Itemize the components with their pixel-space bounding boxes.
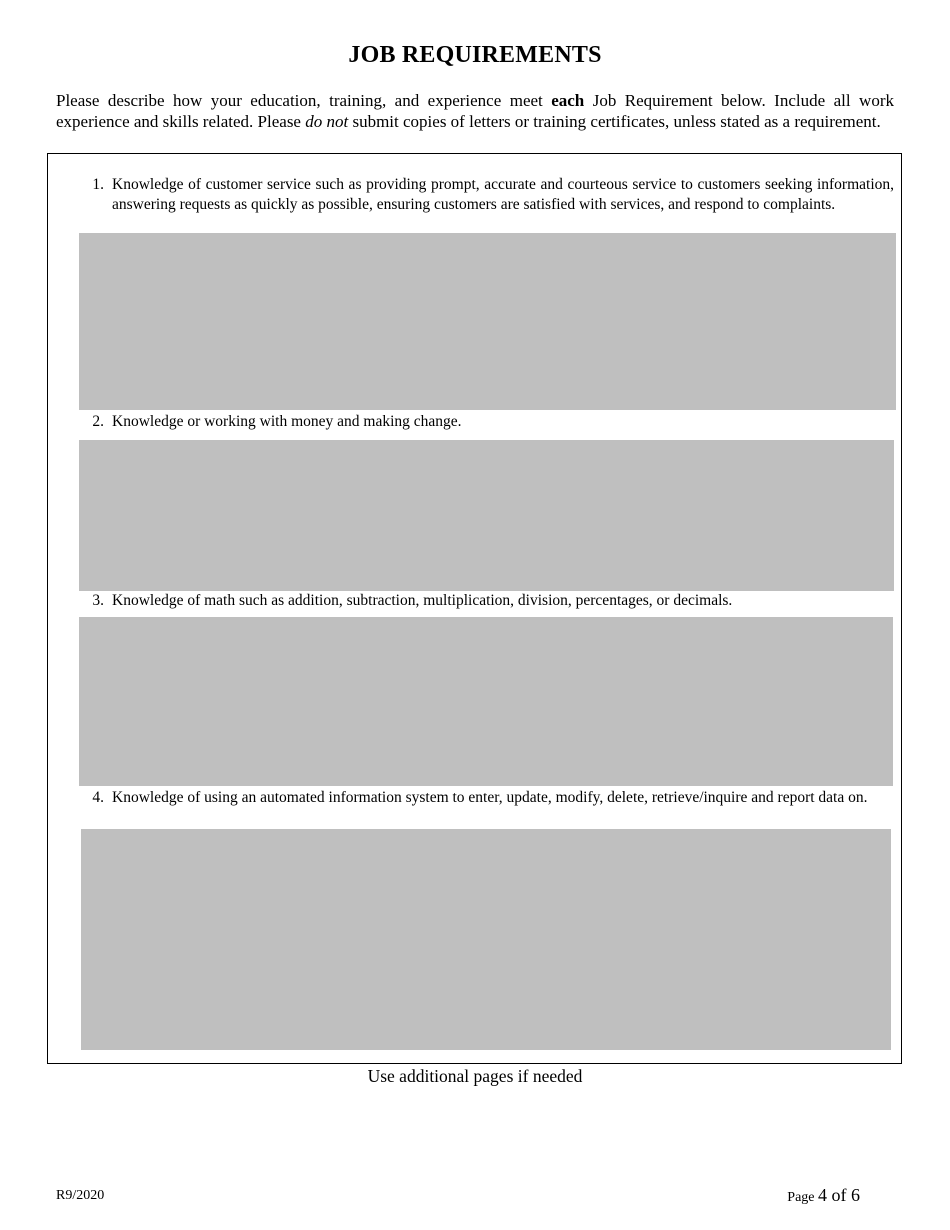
requirement-3-number: 3. — [92, 592, 104, 609]
requirement-4-answer-field[interactable] — [81, 829, 891, 1050]
requirement-2 — [80, 412, 894, 434]
page-count: 4 of 6 — [818, 1185, 860, 1205]
requirement-2-answer-field[interactable] — [79, 440, 894, 591]
page-number — [787, 1185, 860, 1206]
requirement-3 — [80, 591, 894, 613]
requirement-4-number: 4. — [92, 789, 104, 806]
instructions — [56, 90, 894, 132]
page-label: Page — [787, 1190, 815, 1205]
requirement-4-text: Knowledge of using an automated information system to enter, update, modify, delete, retrieve/inquire and report data on. — [112, 789, 868, 806]
requirement-1-answer-field[interactable] — [79, 233, 896, 410]
requirement-1-number: 1. — [92, 176, 104, 193]
instructions-part3: submit copies of letters or training certificates, unless stated as a requirement. — [348, 112, 881, 131]
requirement-2-number: 2. — [92, 413, 104, 430]
requirement-3-text: Knowledge of math such as addition, subtraction, multiplication, division, percentages, or decimals. — [112, 592, 733, 609]
instructions-part2: Job Requirement below. Include all work experience and skills related. Please — [56, 91, 894, 131]
requirement-1 — [80, 175, 894, 235]
requirement-3-answer-field[interactable] — [79, 617, 893, 786]
requirement-1-text: Knowledge of customer service such as providing prompt, accurate and courteous service to customers seeking information, answering requests as quickly as possible, ensuring customers are satisfied with services, and respond to complaints. — [112, 176, 894, 213]
footer-note: Use additional pages if needed — [367, 1066, 583, 1086]
instructions-bold: each — [551, 91, 585, 110]
page-title: JOB REQUIREMENTS — [348, 42, 602, 68]
requirement-2-text: Knowledge or working with money and making change. — [112, 413, 462, 430]
instructions-part1: Please describe how your education, training, and experience meet — [56, 91, 552, 110]
revision-label: R9/2020 — [56, 1188, 105, 1203]
requirement-4 — [80, 788, 894, 830]
instructions-italic: do not — [305, 112, 349, 131]
